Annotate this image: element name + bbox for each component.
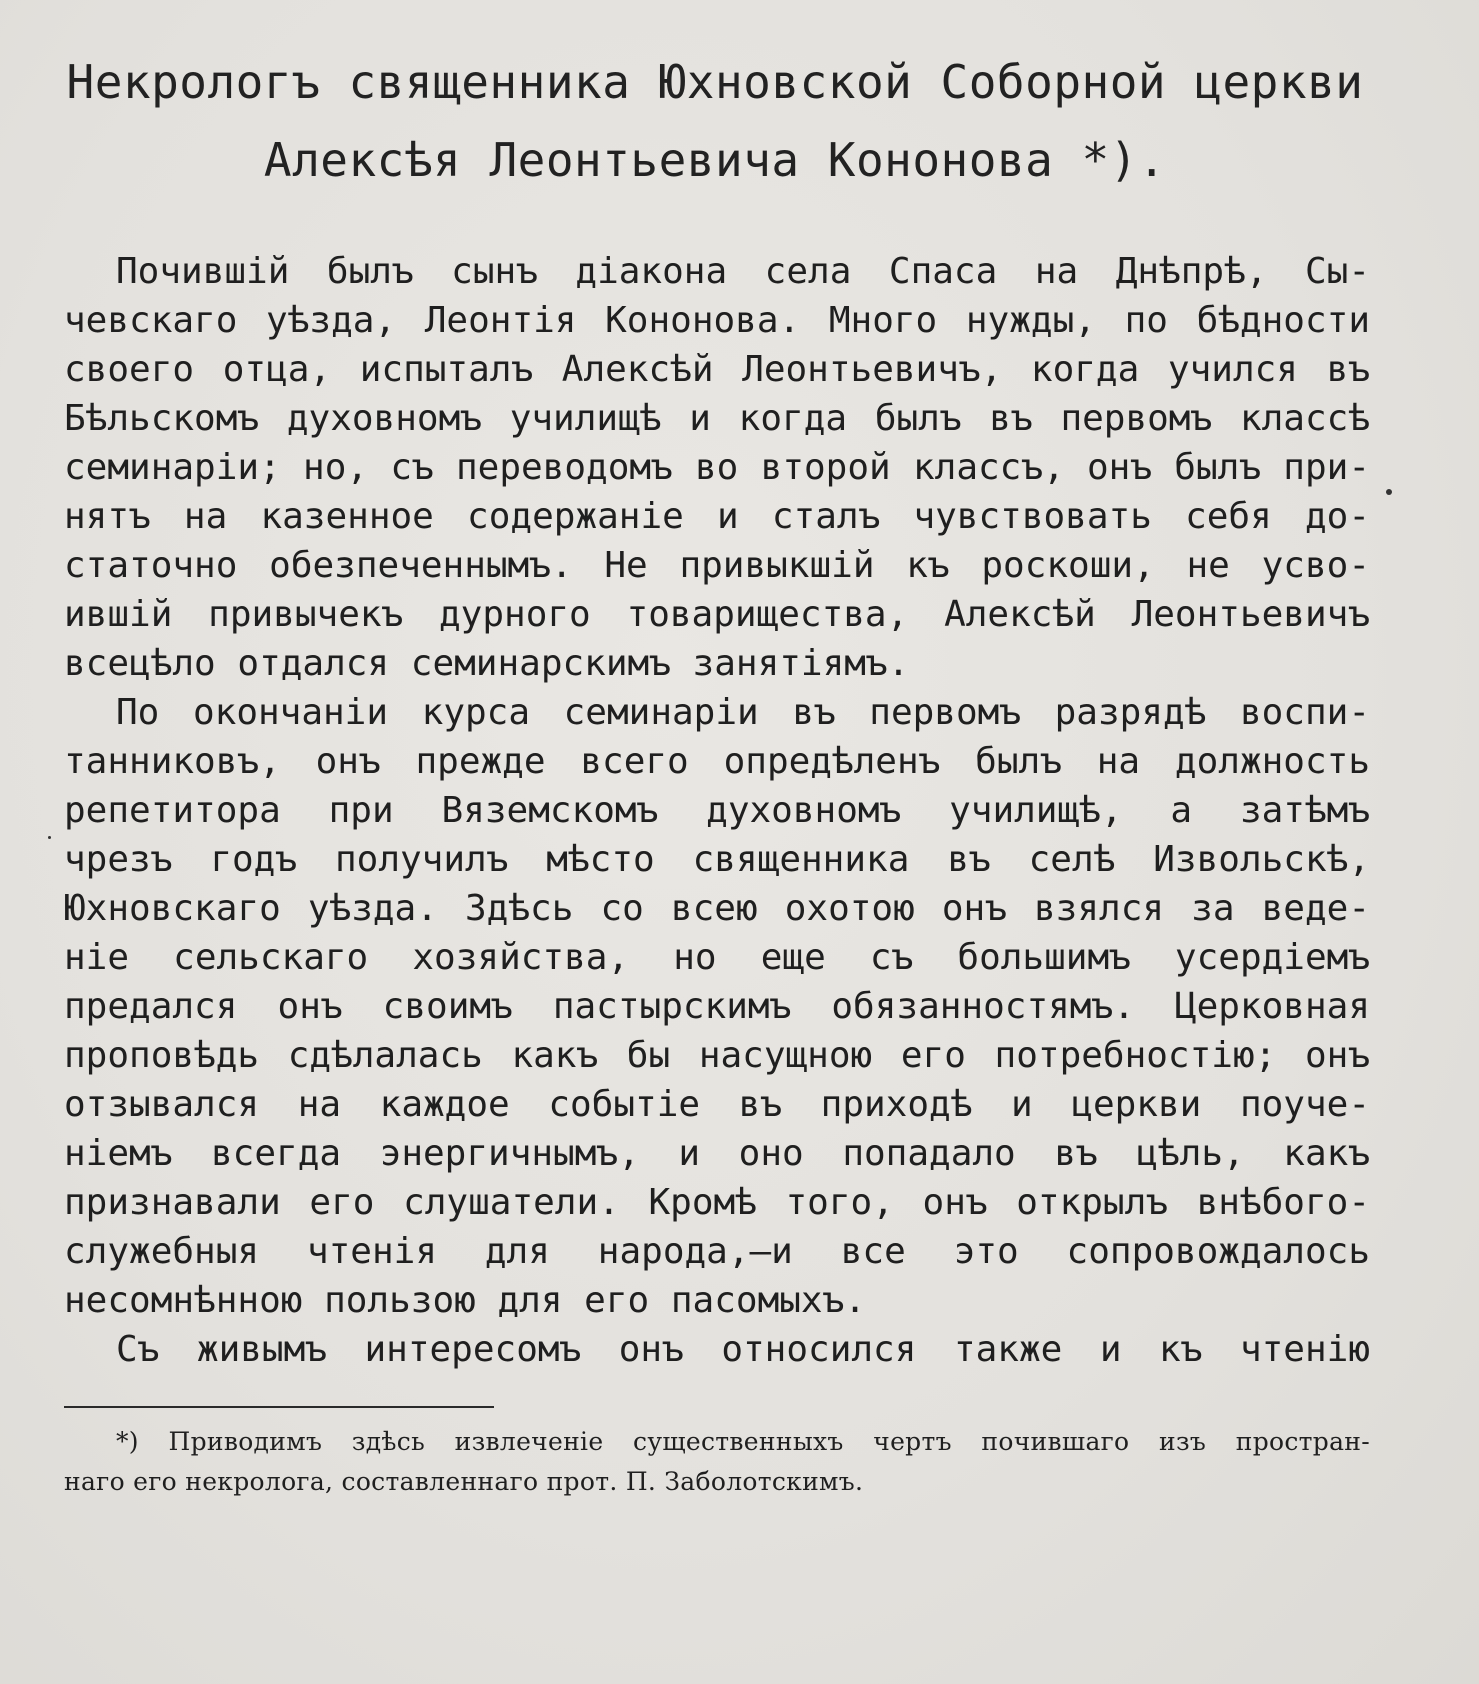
footnote-line-1: *) Приводимъ здѣсь извлеченіе существенныхъ чертъ почившаго изъ простран- (116, 1427, 1370, 1456)
ink-speck (48, 836, 51, 839)
footnote (64, 1422, 1370, 1502)
body-line: нятъ на казенное содержаніе и сталъ чувствовать себя до- (64, 496, 1370, 537)
body-line: По окончаніи курса семинаріи въ первомъ разрядѣ воспи- (116, 692, 1370, 733)
body-line: проповѣдь сдѣлалась какъ бы насущною его потребностію; онъ (64, 1035, 1370, 1076)
body-line: отзывался на каждое событіе въ приходѣ и церкви поуче- (64, 1084, 1370, 1125)
body-line: Бѣльскомъ духовномъ училищѣ и когда былъ въ первомъ классѣ (64, 398, 1370, 439)
body-line: танниковъ, онъ прежде всего опредѣленъ былъ на должность (64, 741, 1370, 782)
body-text (64, 247, 1370, 1374)
body-line: чрезъ годъ получилъ мѣсто священника въ селѣ Извольскѣ, (64, 839, 1370, 880)
body-line: всецѣло отдался семинарскимъ занятіямъ. (64, 643, 910, 684)
title-line-2: Алексѣя Леонтьевича Кононова *). (263, 133, 1167, 187)
body-line: Почившій былъ сынъ діакона села Спаса на Днѣпрѣ, Сы- (116, 251, 1370, 292)
body-line: несомнѣнною пользою для его пасомыхъ. (64, 1280, 866, 1321)
body-line: ніемъ всегда энергичнымъ, и оно попадало въ цѣль, какъ (64, 1133, 1370, 1174)
body-line: своего отца, испыталъ Алексѣй Леонтьевичъ, когда учился въ (64, 349, 1370, 390)
ink-speck (1386, 489, 1392, 495)
body-line: ніе сельскаго хозяйства, но еще съ большимъ усердіемъ (64, 937, 1370, 978)
body-line: Юхновскаго уѣзда. Здѣсь со всею охотою онъ взялся за веде- (64, 888, 1370, 929)
footnote-divider (64, 1406, 494, 1408)
body-line: репетитора при Вяземскомъ духовномъ училищѣ, а затѣмъ (64, 790, 1370, 831)
body-line: Съ живымъ интересомъ онъ относился также и къ чтенію (116, 1329, 1370, 1370)
body-line: чевскаго уѣзда, Леонтія Кононова. Много нужды, по бѣдности (64, 300, 1370, 341)
body-line: статочно обезпеченнымъ. Не привыкшій къ роскоши, не усво- (64, 545, 1370, 586)
body-line: признавали его слушатели. Кромѣ того, онъ открылъ внѣбого- (64, 1182, 1370, 1223)
body-line: предался онъ своимъ пастырскимъ обязанностямъ. Церковная (64, 986, 1370, 1027)
body-line: семинаріи; но, съ переводомъ во второй классъ, онъ былъ при- (64, 447, 1370, 488)
title-line-1: Некрологъ священника Юхновской Соборной церкви (66, 55, 1364, 109)
body-line: служебныя чтенія для народа,—и все это сопровождалось (64, 1231, 1370, 1272)
body-line: ившій привычекъ дурного товарищества, Алексѣй Леонтьевичъ (64, 594, 1370, 635)
footnote-line-2: наго его некролога, составленнаго прот. П. Заболотскимъ. (64, 1467, 864, 1496)
